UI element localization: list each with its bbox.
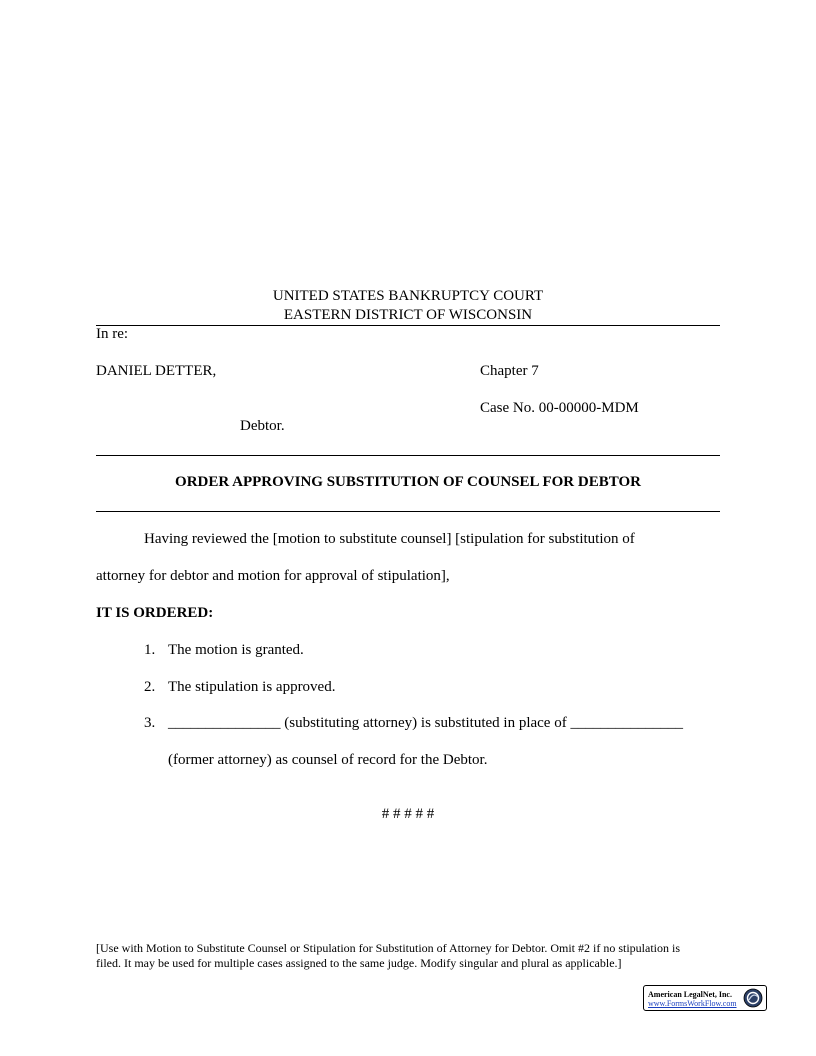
order-title: ORDER APPROVING SUBSTITUTION OF COUNSEL FOR DEBTOR (175, 474, 641, 490)
footnote: [Use with Motion to Substitute Counsel or Stipulation for Substitution of Attorney for Debtor. Omit #2 if no stipulation is filed. It may be used for multiple cases assigned to the same judge. Modify singular and plural as applicable.] (96, 941, 680, 970)
it-is-ordered: IT IS ORDERED: (96, 605, 214, 621)
debtor-label: Debtor. (240, 418, 285, 434)
list-item: The stipulation is approved. (168, 679, 336, 695)
globe-icon (743, 988, 763, 1008)
divider-title-bottom (96, 511, 720, 512)
court-district: EASTERN DISTRICT OF WISCONSIN (283, 307, 533, 323)
logo-url[interactable]: www.FormsWorkFlow.com (648, 999, 737, 1008)
list-item-number: 2. (144, 679, 156, 695)
list-item-number: 3. (144, 715, 156, 731)
case-number: Case No. 00-00000-MDM (480, 400, 639, 416)
debtor-name: DANIEL DETTER, (96, 363, 217, 379)
divider-caption-bottom (96, 455, 720, 456)
chapter-label: Chapter 7 (480, 363, 539, 379)
list-item-continuation: (former attorney) as counsel of record for the Debtor. (168, 752, 488, 768)
list-item: _______________ (substituting attorney) is substituted in place of _______________ (168, 715, 683, 731)
end-marks: # # # # # (381, 806, 435, 822)
court-heading (96, 287, 720, 325)
publisher-logo[interactable] (643, 985, 767, 1011)
body-paragraph-line2: attorney for debtor and motion for approval of stipulation], (96, 568, 450, 584)
logo-company: American LegalNet, Inc. (648, 990, 732, 999)
divider-top (96, 325, 720, 326)
body-paragraph-line1: Having reviewed the [motion to substitute counsel] [stipulation for substitution of (144, 531, 635, 547)
list-item: The motion is granted. (168, 642, 304, 658)
list-item-number: 1. (144, 642, 156, 658)
in-re-label: In re: (96, 326, 129, 342)
court-name: UNITED STATES BANKRUPTCY COURT (272, 288, 544, 304)
